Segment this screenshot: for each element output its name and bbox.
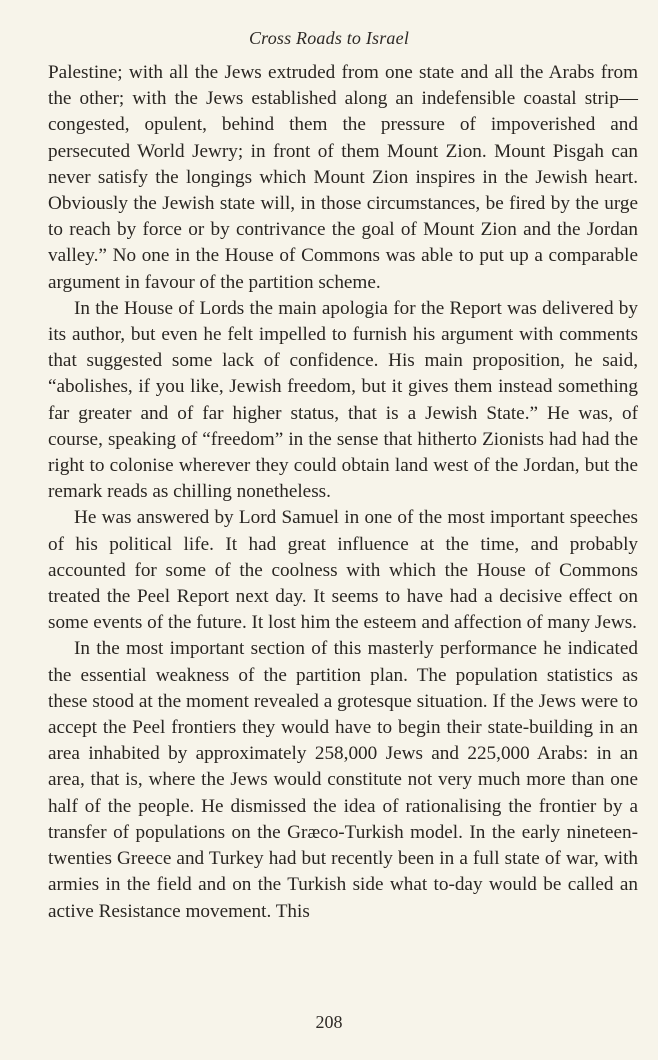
paragraph-3: He was answered by Lord Samuel in one of the most important speeches of his political life. It had great influence at the time, and probably accounted for some of the coolness with which the House of Commons treated the Peel Report next day. It seems to have had a decisive effect on some events of the future. It lost him the esteem and affection of many Jews. xyxy=(48,507,638,634)
paragraph-1: Palestine; with all the Jews extruded from one state and all the Arabs from the other; with the Jews established along an indefensible coastal strip—congested, opulent, behind them the pressure of impoverished and persecuted World Jewry; in front of them Mount Zion. Mount Pisgah can never satisfy the longings which Mount Zion inspires in the Jewish heart. Obviously the Jewish state will, in those circumstances, be fired by the urge to reach by force or by contrivance the goal of Mount Zion and the Jordan valley.” No one in the House of Commons was able to put up a comparable argument in favour of the partition scheme. xyxy=(48,62,638,293)
page-number: 208 xyxy=(315,1012,343,1032)
paragraph-2: In the House of Lords the main apologia for the Report was delivered by its author, but even he felt impelled to furnish his argument with comments that suggested some lack of confidence. His main proposition, he said, “abolishes, if you like, Jewish freedom, but it gives them instead something far greater and of far higher status, that is a Jewish State.” He was, of course, speaking of “freedom” in the sense that hitherto Zionists had had the right to colonise wherever they could obtain land west of the Jordan, but the remark reads as chilling nonetheless. xyxy=(48,297,638,503)
paragraph-4: In the most important section of this masterly performance he indicated the essential weakness of the partition plan. The population statistics as these stood at the moment revealed a grotesque situation. If the Jews were to accept the Peel frontiers they would have to begin their state-building in an area inhabited by approximately 258,000 Jews and 225,000 Arabs: in an area, that is, where the Jews would constitute not very much more than one half of the people. He dismissed the idea of rationalising the frontier by a transfer of populations on the Græco-Turkish model. In the early nineteen-twenties Greece and Turkey had but recently been in a full state of war, with armies in the field and on the Turkish side what to-day would be called an active Resistance movement. This xyxy=(48,638,638,922)
running-head: Cross Roads to Israel xyxy=(248,28,410,48)
body-text xyxy=(48,60,638,925)
